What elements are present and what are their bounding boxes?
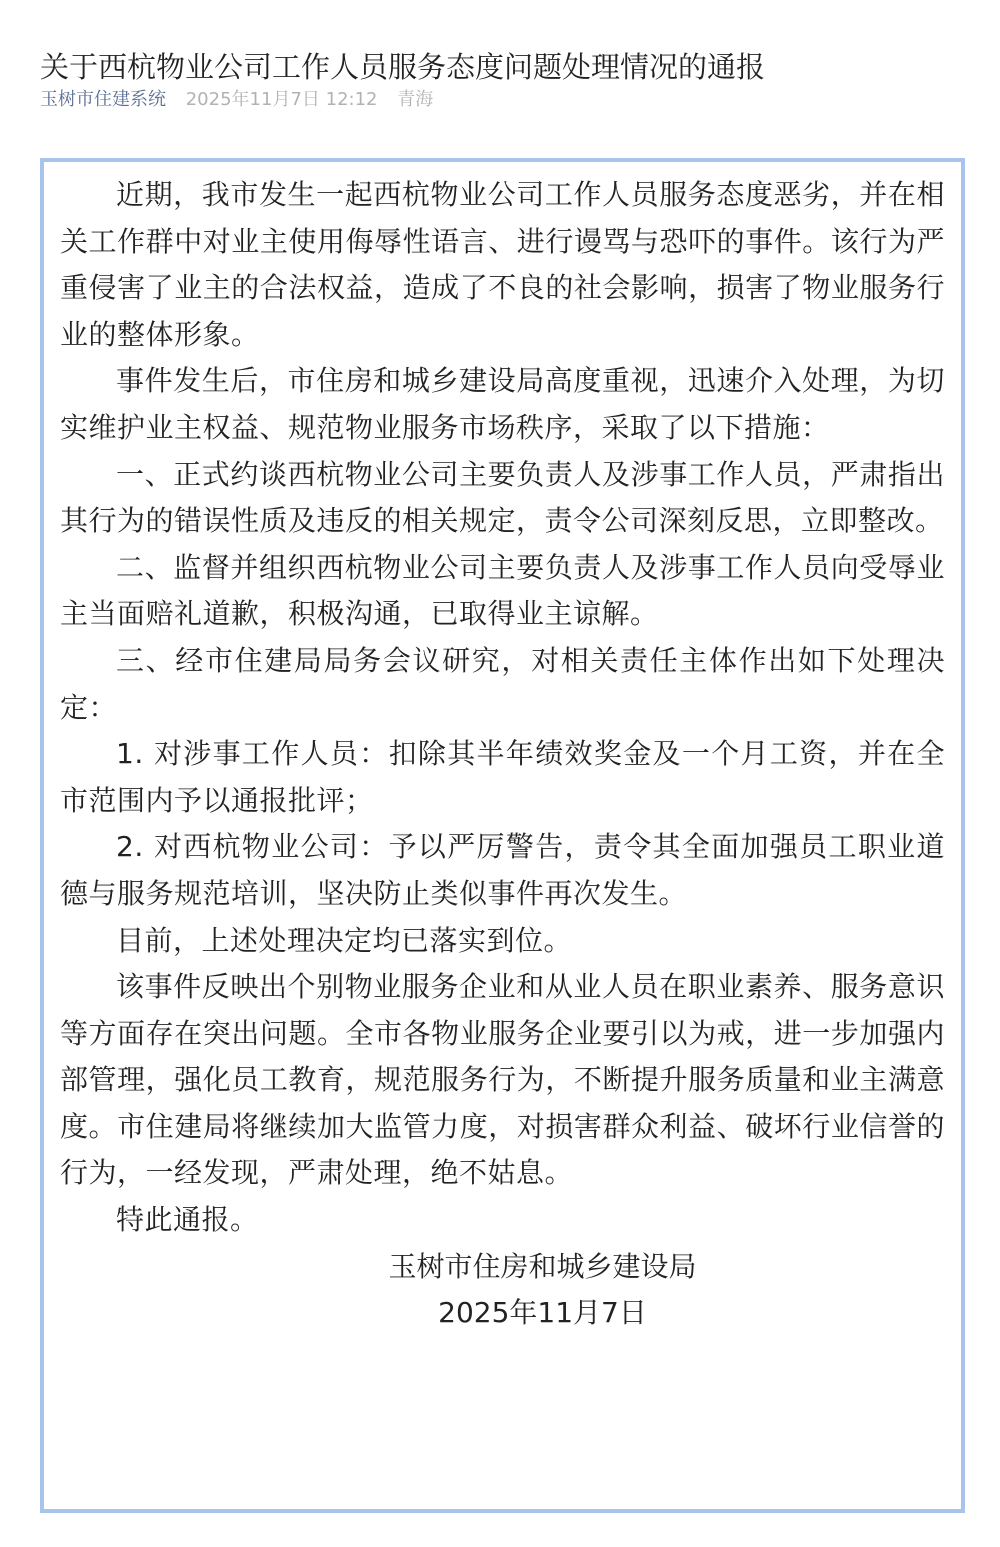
notice-paragraph: 一、正式约谈西杭物业公司主要负责人及涉事工作人员，严肃指出其行为的错误性质及违反的相关规定，责令公司深刻反思，立即整改。 xyxy=(60,457,945,538)
notice-paragraph: 2. 对西杭物业公司：予以严厉警告，责令其全面加强员工职业道德与服务规范培训，坚决防止类似事件再次发生。 xyxy=(60,830,945,910)
signature-block xyxy=(60,1244,945,1337)
signature-date: 2025年11月7日 xyxy=(438,1296,647,1330)
article-meta xyxy=(40,86,433,114)
article-title: 关于西杭物业公司工作人员服务态度问题处理情况的通报 xyxy=(40,50,766,85)
notice-body xyxy=(60,172,945,1337)
notice-paragraph: 该事件反映出个别物业服务企业和从业人员在职业素养、服务意识等方面存在突出问题。全市各物业服务企业要引以为戒，进一步加强内部管理，强化员工教育，规范服务行为，不断提升服务质量和业主满意度。市住建局将继续加大监管力度，对损害群众利益、破坏行业信誉的行为，一经发现，严肃处理，绝不姑息。 xyxy=(60,970,945,1190)
notice-paragraph: 三、经市住建局局务会议研究，对相关责任主体作出如下处理决定： xyxy=(60,643,945,724)
notice-paragraph: 目前，上述处理决定均已落实到位。 xyxy=(116,923,573,957)
notice-paragraph: 特此通报。 xyxy=(116,1203,259,1237)
notice-paragraph: 二、监督并组织西杭物业公司主要负责人及涉事工作人员向受辱业主当面赔礼道歉，积极沟通，已取得业主谅解。 xyxy=(60,550,945,631)
notice-image-frame xyxy=(40,158,965,1513)
signature-organization: 玉树市住房和城乡建设局 xyxy=(388,1249,697,1283)
notice-paragraph: 1. 对涉事工作人员：扣除其半年绩效奖金及一个月工资，并在全市范围内予以通报批评； xyxy=(60,737,945,817)
notice-paragraph: 近期，我市发生一起西杭物业公司工作人员服务态度恶劣，并在相关工作群中对业主使用侮辱性语言、进行谩骂与恐吓的事件。该行为严重侵害了业主的合法权益，造成了不良的社会影响，损害了物业服务行业的整体形象。 xyxy=(60,178,945,351)
publish-datetime: 2025年11月7日 12:12 xyxy=(185,89,378,110)
notice-paragraph: 事件发生后，市住房和城乡建设局高度重视，迅速介入处理，为切实维护业主权益、规范物业服务市场秩序，采取了以下措施： xyxy=(60,364,945,444)
source-account-link[interactable]: 玉树市住建系统 xyxy=(40,89,166,110)
publish-location: 青海 xyxy=(397,89,434,110)
